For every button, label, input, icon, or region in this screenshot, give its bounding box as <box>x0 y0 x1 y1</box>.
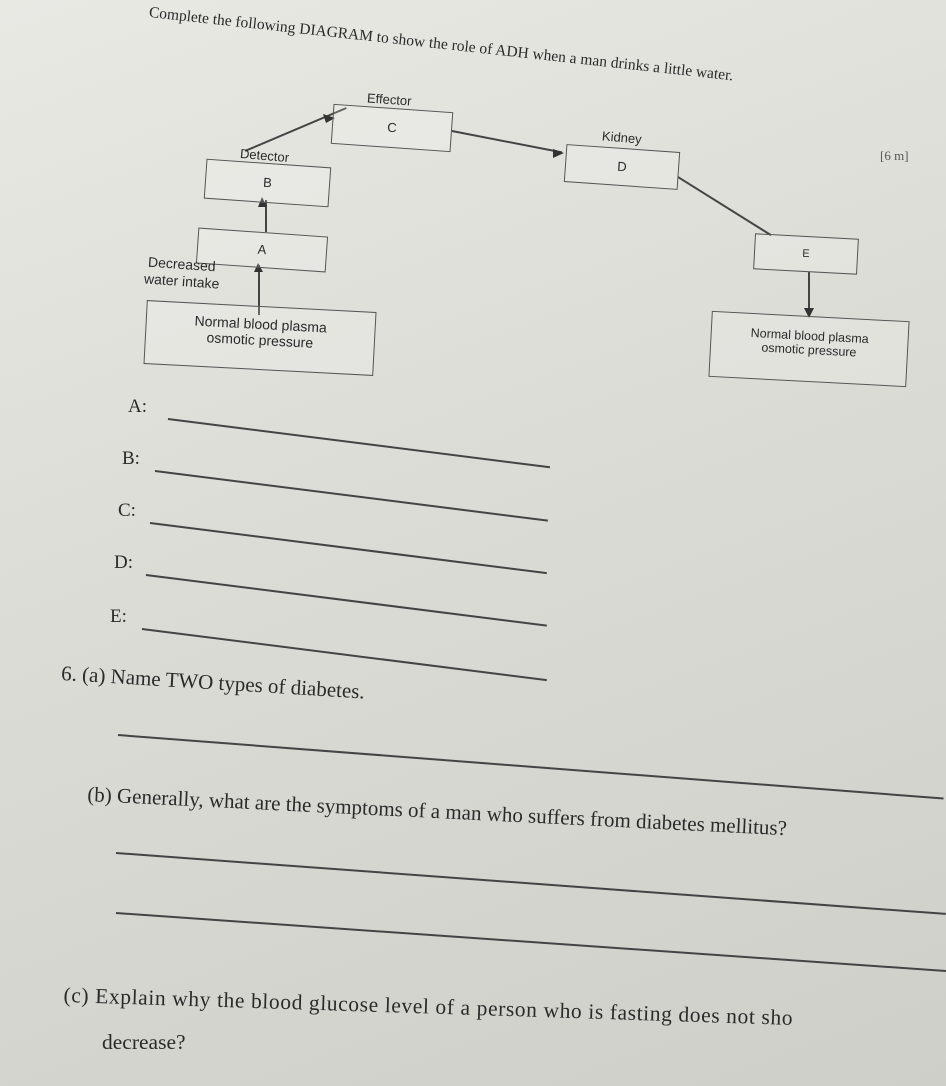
q6a-text: 6. (a) Name TWO types of diabetes. <box>60 661 366 704</box>
stimulus-label-1: Decreased <box>147 253 217 275</box>
answer-line-d[interactable] <box>146 574 547 626</box>
instruction-text: Complete the following DIAGRAM to show the role of ADH when a man drinks a little water. <box>148 4 735 85</box>
answer-line-b[interactable] <box>155 470 548 521</box>
answer-label-e: E: <box>110 606 127 627</box>
stimulus-label-2: water intake <box>143 270 220 292</box>
right-normal-plasma-box <box>708 311 909 387</box>
q6c-text-line-2: decrease? <box>102 1030 186 1054</box>
box-e <box>753 233 859 274</box>
answer-label-a: A: <box>128 396 147 417</box>
answer-label-c: C: <box>118 500 136 521</box>
arrowhead-to-kidney <box>553 149 564 158</box>
answer-label-d: D: <box>114 552 133 573</box>
marks-label: [6 m] <box>880 148 909 163</box>
box-c <box>331 104 453 152</box>
q6b-answer-line-2[interactable] <box>116 912 946 972</box>
left-box-line-2: osmotic pressure <box>206 329 314 351</box>
detector-label: Detector <box>239 145 290 166</box>
q6b-answer-line-1[interactable] <box>116 852 946 914</box>
box-c-label: C <box>386 119 398 136</box>
q6b-text: (b) Generally, what are the symptoms of a man who suffers from diabetes mellitus? <box>86 782 788 841</box>
left-box-line-1: Normal blood plasma <box>194 312 328 336</box>
box-d-label: D <box>616 158 628 175</box>
left-normal-plasma-box <box>143 300 376 376</box>
answer-line-c[interactable] <box>150 522 547 574</box>
right-box-line-2: osmotic pressure <box>761 340 857 360</box>
effector-label: Effector <box>366 90 413 109</box>
q6c-text-line-1: (c) Explain why the blood glucose level of a person who is fasting does not sho <box>63 983 794 1030</box>
answer-line-a[interactable] <box>168 418 550 468</box>
box-e-label: E <box>802 247 810 261</box>
kidney-label: Kidney <box>601 128 643 147</box>
box-a-label: A <box>257 241 267 258</box>
box-b-label: B <box>262 174 273 191</box>
answer-label-b: B: <box>122 448 140 469</box>
right-box-line-1: Normal blood plasma <box>750 325 870 347</box>
box-d <box>564 144 680 190</box>
